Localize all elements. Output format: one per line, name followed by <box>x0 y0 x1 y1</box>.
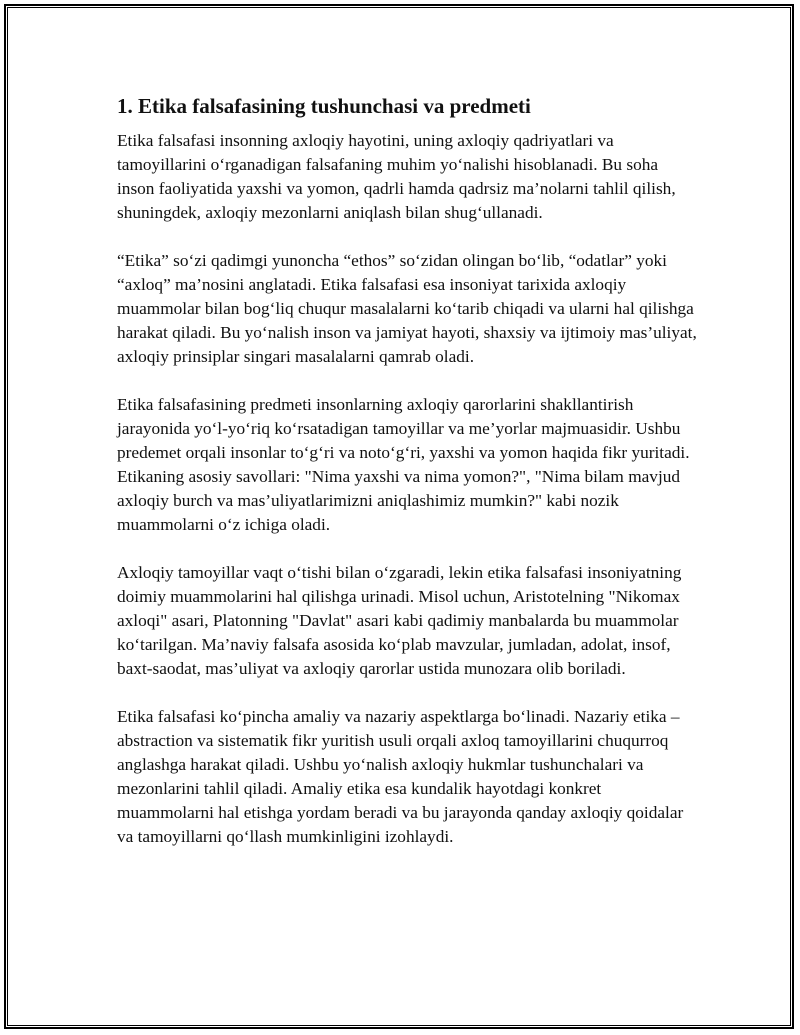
document-body <box>117 92 697 873</box>
section-title: 1. Etika falsafasining tushunchasi va predmeti <box>117 94 531 118</box>
paragraph-3: Etika falsafasining predmeti insonlarning axloqiy qarorlarini shakllantirish jarayonida yo‘l-yo‘riq ko‘rsatadigan tamoyillar va me’yorlar majmuasidir. Ushbu predemet orqali insonlar to‘g‘ri va noto‘g‘ri, yaxshi va yomon haqida fikr yuritadi. Etikaning asosiy savollari: "Nima yaxshi va nima yomon?", "Nima bilam mavjud axloqiy burch va mas’uliyatlarimizni aniqlashimiz mumkin?" kabi nozik muammolarni o‘z ichiga oladi. <box>117 395 690 534</box>
paragraph-5: Etika falsafasi ko‘pincha amaliy va nazariy aspektlarga bo‘linadi. Nazariy etika – abstraction va sistematik fikr yuritish usuli orqali axloq tamoyillarini chuqurroq anglashga harakat qiladi. Ushbu yo‘nalish axloqiy hukmlar tushunchalari va mezonlarini tahlil qiladi. Amaliy etika esa kundalik hayotdagi konkret muammolarni hal etishga yordam beradi va bu jarayonda qanday axloqiy qoidalar va tamoyillarni qo‘llash mumkinligini izohlaydi. <box>117 707 684 846</box>
paragraph-1: Etika falsafasi insonning axloqiy hayotini, uning axloqiy qadriyatlari va tamoyillarini o‘rganadigan falsafaning muhim yo‘nalishi hisoblanadi. Bu soha inson faoliyatida yaxshi va yomon, qadrli hamda qadrsiz ma’nolarni tahlil qilish, shuningdek, axloqiy mezonlarni aniqlash bilan shug‘ullanadi. <box>117 131 676 222</box>
paragraph-4: Axloqiy tamoyillar vaqt o‘tishi bilan o‘zgaradi, lekin etika falsafasi insoniyatning doimiy muammolarini hal qilishga urinadi. Misol uchun, Aristotelning "Nikomax axloqi" asari, Platonning "Davlat" asari kabi qadimiy manbalarda bu muammolar ko‘tarilgan. Ma’naviy falsafa asosida ko‘plab mavzular, jumladan, adolat, insof, baxt-saodat, mas’uliyat va axloqiy qarorlar ustida munozara olib boriladi. <box>117 563 682 678</box>
paragraph-2: “Etika” so‘zi qadimgi yunoncha “ethos” so‘zidan olingan bo‘lib, “odatlar” yoki “axloq” ma’nosini anglatadi. Etika falsafasi esa insoniyat tarixida axloqiy muammolar bilan bog‘liq chuqur masalalarni ko‘tarib chiqadi va ularni hal qilishga harakat qiladi. Bu yo‘nalish inson va jamiyat hayoti, shaxsiy va ijtimoiy mas’uliyat, axloqiy prinsiplar singari masalalarni qamrab oladi. <box>117 251 697 366</box>
